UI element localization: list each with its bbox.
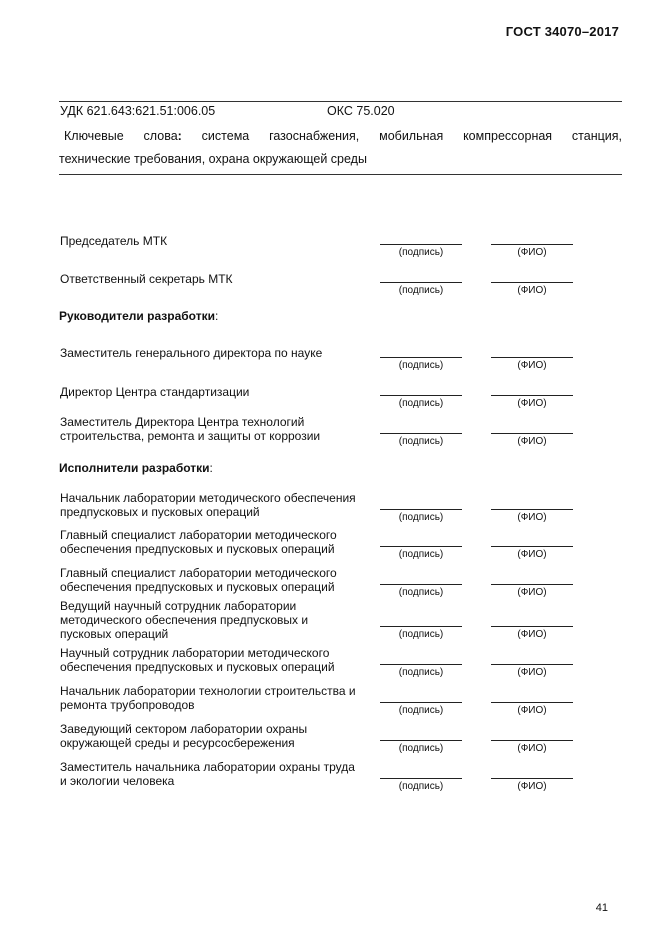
signature-row [59,684,579,724]
name-caption: (ФИО) [517,781,547,792]
name-line [491,546,573,547]
signature-line [380,509,462,510]
signatory-role: Председатель МТК [60,234,168,248]
signatory-role: Главный специалист лаборатории методического обеспечения предпусковых и пусковых операций [60,528,337,556]
signature-line [380,395,462,396]
keywords-colon: : [177,129,182,143]
signature-row [59,722,579,762]
name-caption: (ФИО) [517,436,547,447]
signature-row [59,272,579,312]
signature-caption: (подпись) [398,436,444,447]
name-line [491,584,573,585]
name-line [491,509,573,510]
signature-line [380,244,462,245]
signature-line [380,626,462,627]
name-line [491,244,573,245]
keywords-label: Ключевые слова [64,129,178,143]
name-line [491,433,573,434]
keywords-line-1 [59,125,622,148]
signature-row [59,528,579,568]
signature-row [59,491,579,531]
signatory-role: Заместитель Директора Центра технологий строительства, ремонта и защиты от коррозии [60,415,321,443]
signature-row [59,234,579,274]
name-line [491,357,573,358]
bottom-rule [59,174,622,175]
name-caption: (ФИО) [517,398,547,409]
signature-caption: (подпись) [398,629,444,640]
name-caption: (ФИО) [517,743,547,754]
name-caption: (ФИО) [517,667,547,678]
signature-row [59,415,579,455]
signature-line [380,740,462,741]
leaders-heading: Руководители разработки: [59,309,219,323]
signature-caption: (подпись) [398,398,444,409]
signature-line [380,282,462,283]
signatory-role: Заведующий сектором лаборатории охраны окружающей среды и ресурсосбережения [60,722,308,750]
signature-caption: (подпись) [398,549,444,560]
name-line [491,778,573,779]
signature-caption: (подпись) [398,587,444,598]
signature-caption: (подпись) [398,743,444,754]
signature-caption: (подпись) [398,285,444,296]
udc-code: УДК 621.643:621.51:006.05 [60,104,216,118]
signatory-role: Ответственный секретарь МТК [60,272,233,286]
signature-caption: (подпись) [398,781,444,792]
signatory-role: Заместитель начальника лаборатории охраны труда и экологии человека [60,760,355,788]
name-line [491,740,573,741]
name-caption: (ФИО) [517,247,547,258]
oks-code: ОКС 75.020 [327,104,395,118]
name-line [491,626,573,627]
signatory-role: Заместитель генерального директора по науке [60,346,323,360]
keywords-line-2: технические требования, охрана окружающей среды [59,152,367,166]
signature-caption: (подпись) [398,247,444,258]
name-caption: (ФИО) [517,705,547,716]
signatory-role: Ведущий научный сотрудник лаборатории методического обеспечения предпусковых и пусковых операций [60,599,309,641]
signature-line [380,778,462,779]
signatory-role: Начальник лаборатории технологии строительства и ремонта трубопроводов [60,684,356,712]
name-caption: (ФИО) [517,285,547,296]
signature-row [59,599,579,643]
page-number: 41 [595,902,608,914]
executors-heading: Исполнители разработки: [59,461,213,475]
name-line [491,664,573,665]
signature-line [380,357,462,358]
signature-line [380,584,462,585]
signature-row [59,346,579,386]
name-caption: (ФИО) [517,512,547,523]
signatory-role: Начальник лаборатории методического обеспечения предпусковых и пусковых операций [60,491,356,519]
signature-row [59,760,579,800]
signature-caption: (подпись) [398,360,444,371]
name-line [491,282,573,283]
signature-line [380,702,462,703]
name-caption: (ФИО) [517,587,547,598]
signature-caption: (подпись) [398,667,444,678]
signature-line [380,433,462,434]
name-line [491,395,573,396]
name-caption: (ФИО) [517,549,547,560]
signature-line [380,664,462,665]
top-rule [59,101,622,102]
signatory-role: Директор Центра стандартизации [60,385,250,399]
signature-row [59,646,579,686]
signature-line [380,546,462,547]
standard-code: ГОСТ 34070–2017 [505,24,619,39]
name-line [491,702,573,703]
signatory-role: Научный сотрудник лаборатории методического обеспечения предпусковых и пусковых операций [60,646,335,674]
signature-caption: (подпись) [398,705,444,716]
name-caption: (ФИО) [517,629,547,640]
keywords-text-1: система газоснабжения, мобильная компрессорная станция, [201,129,622,143]
signatory-role: Главный специалист лаборатории методического обеспечения предпусковых и пусковых операций [60,566,337,594]
signature-caption: (подпись) [398,512,444,523]
name-caption: (ФИО) [517,360,547,371]
